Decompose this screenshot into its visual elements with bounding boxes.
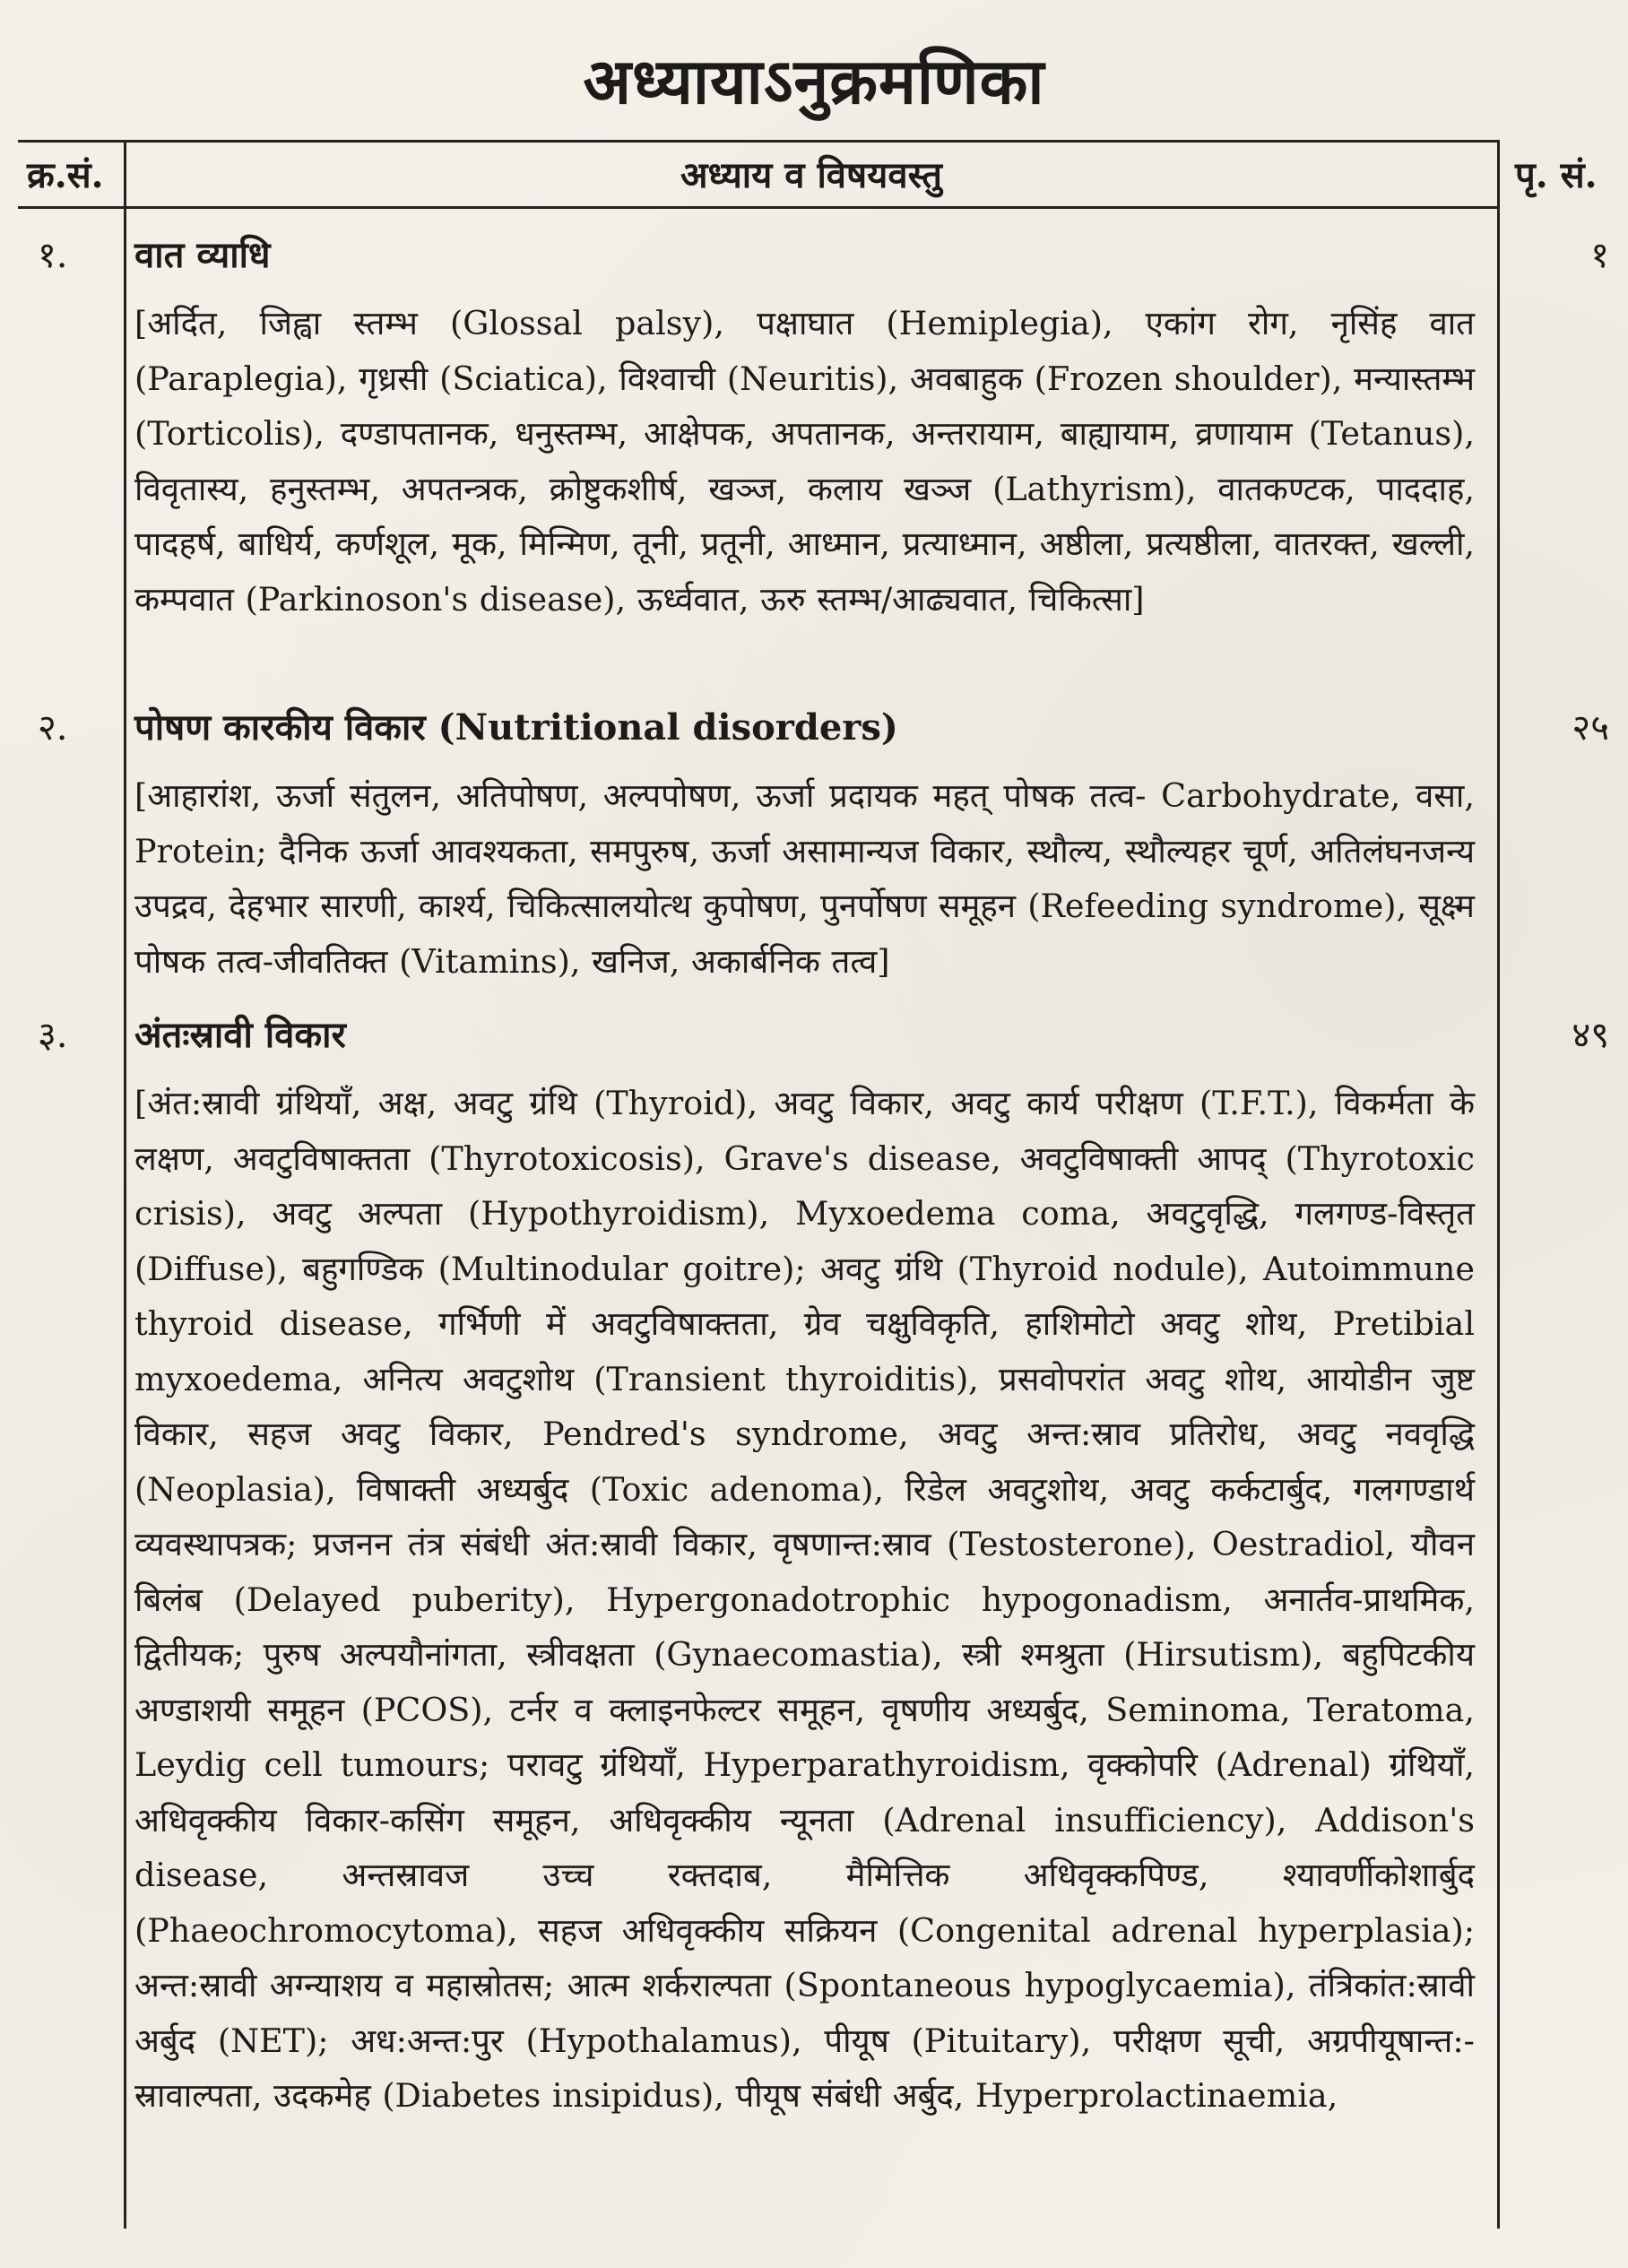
chapter-page: १	[1590, 235, 1609, 276]
chapter-page: २५	[1572, 707, 1609, 749]
chapter-contents: [आहारांश, ऊर्जा संतुलन, अतिपोषण, अल्पपोषण, ऊर्जा प्रदायक महत् पोषक तत्व- Carbohydrate, वसा, Protein; दैनिक ऊर्जा आवश्यकता, समपुरुष, ऊर्जा असामान्यज विकार, स्थौल्य, स्थौल्यहर चूर्ण, अतिलंघनजन्य उपद्रव, देहभार सारणी, कार्श्य, चिकित्सालयोत्थ कुपोषण, पुनर्पोषण समूहन (Refeeding syndrome), सूक्ष्म पोषक तत्व-जीवतिक्त (Vitamins), खनिज, अकार्बनिक तत्व]	[134, 776, 1475, 981]
chapter-page: ४९	[1572, 1015, 1609, 1056]
header-content: अध्याय व विषयवस्तु	[680, 154, 942, 196]
header-serial: क्र.सं.	[27, 154, 104, 196]
chapter-contents: [अर्दित, जिह्वा स्तम्भ (Glossal palsy), पक्षाघात (Hemiplegia), एकांग रोग, नृसिंह वात (Paraplegia), गृध्रसी (Sciatica), विश्वाची (Neuritis), अवबाहुक (Frozen shoulder), मन्यास्तम्भ (Torticolis), दण्डापतानक, धनुस्तम्भ, आक्षेपक, अपतानक, अन्तरायाम, बाह्यायाम, व्रणायाम (Tetanus), विवृतास्य, हनुस्तम्भ, अपतन्त्रक, क्रोष्टुकशीर्ष, खञ्ज, कलाय खञ्ज (Lathyrism), वातकण्टक, पाददाह, पादहर्ष, बाधिर्य, कर्णशूल, मूक, मिन्मिण, तूनी, प्रतूनी, आध्मान, प्रत्याध्मान, अष्ठीला, प्रत्यष्ठीला, वातरक्त, खल्ली, कम्पवात (Parkinoson's disease), ऊर्ध्ववात, ऊरु स्तम्भ/आढ्यवात, चिकित्सा]	[134, 304, 1475, 619]
column-divider-right	[1497, 140, 1500, 2229]
column-divider-left	[124, 140, 126, 2229]
table-header-rule	[18, 206, 1497, 209]
header-page: पृ. सं.	[1515, 154, 1598, 196]
chapter-number: ३.	[38, 1015, 68, 1056]
chapter-contents: [अंत:स्रावी ग्रंथियाँ, अक्ष, अवटु ग्रंथि (Thyroid), अवटु विकार, अवटु कार्य परीक्षण (T.F.T.), विकर्मता के लक्षण, अवटुविषाक्तता (Thyrotoxicosis), Grave's disease, अवटुविषाक्ती आपद् (Thyrotoxic crisis), अवटु अल्पता (Hypothyroidism), Myxoedema coma, अवटुवृद्धि, गलगण्ड-विस्तृत (Diffuse), बहुगण्डिक (Multinodular goitre); अवटु ग्रंथि (Thyroid nodule), Autoimmune thyroid disease, गर्भिणी में अवटुविषाक्तता, ग्रेव चक्षुविकृति, हाशिमोटो अवटु शोथ, Pretibial myxoedema, अनित्य अवटुशोथ (Transient thyroiditis), प्रसवोपरांत अवटु शोथ, आयोडीन जुष्ट विकार, सहज अवटु विकार, Pendred's syndrome, अवटु अन्त:स्राव प्रतिरोध, अवटु नववृद्धि (Neoplasia), विषाक्ती अध्यर्बुद (Toxic adenoma), रिडेल अवटुशोथ, अवटु कर्कटार्बुद, गलगण्डार्थ व्यवस्थापत्रक; प्रजनन तंत्र संबंधी अंत:स्रावी विकार, वृषणान्त:स्राव (Testosterone), Oestradiol, यौवन बिलंब (Delayed puberity), Hypergonadotrophic hypogonadism, अनार्तव-प्राथमिक, द्वितीयक; पुरुष अल्पयौनांगता, स्त्रीवक्षता (Gynaecomastia), स्त्री श्मश्रुता (Hirsutism), बहुपिटकीय अण्डाशयी समूहन (PCOS), टर्नर व क्लाइनफेल्टर समूहन, वृषणीय अध्यर्बुद, Seminoma, Teratoma, Leydig cell tumours; परावटु ग्रंथियाँ, Hyperparathyroidism, वृक्कोपरि (Adrenal) ग्रंथियाँ, अधिवृक्कीय विकार-कसिंग समूहन, अधिवृक्कीय न्यूनता (Adrenal insufficiency), Addison's disease, अन्तस्रावज उच्च रक्तदाब, मैमित्तिक अधिवृक्कपिण्ड, श्यावर्णीकोशार्बुद (Phaeochromocytoma), सहज अधिवृक्कीय सक्रियन (Congenital adrenal hyperplasia); अन्त:स्रावी अग्न्याशय व महास्रोतस; आत्म शर्कराल्पता (Spontaneous hypoglycaemia), तंत्रिकांत:स्रावी अर्बुद (NET); अध:अन्त:पुर (Hypothalamus), पीयूष (Pituitary), परीक्षण सूची, अग्रपीयूषान्त:-स्रावाल्पता, उदकमेह (Diabetes insipidus), पीयूष संबंधी अर्बुद, Hyperprolactinaemia,	[134, 1084, 1475, 2115]
page-title: अध्यायाऽनुक्रमणिका	[583, 44, 1045, 118]
chapter-number: १.	[38, 235, 68, 276]
chapter-number: २.	[38, 707, 68, 749]
table-top-rule	[18, 140, 1497, 143]
chapter-title: पोषण कारकीय विकार (Nutritional disorders)	[134, 706, 898, 749]
chapter-title: अंतःस्रावी विकार	[134, 1014, 346, 1056]
chapter-title: वात व्याधि	[134, 234, 271, 276]
